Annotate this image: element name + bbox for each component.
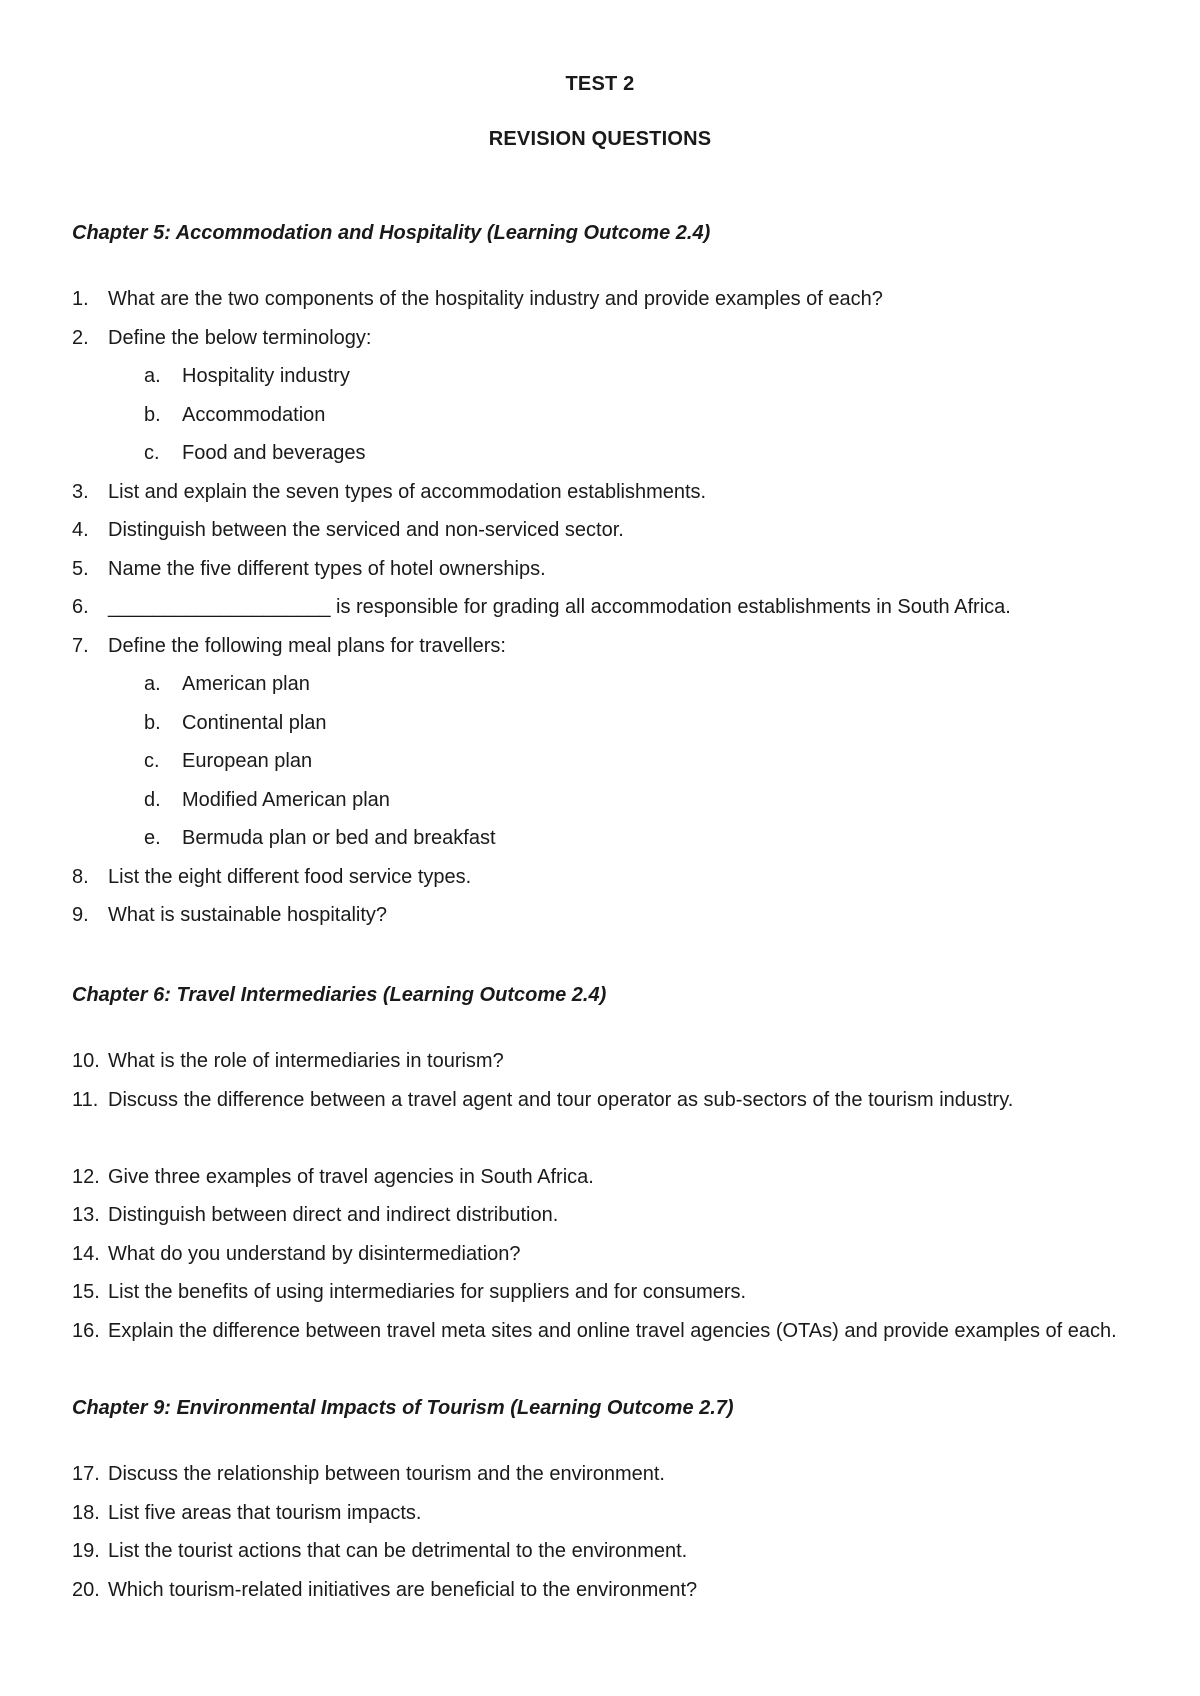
question-item bbox=[72, 473, 1152, 512]
sub-question-text: American plan bbox=[182, 673, 310, 695]
question-text: Define the following meal plans for travellers: bbox=[108, 634, 506, 657]
sub-question-item bbox=[72, 704, 1152, 743]
sub-question-letter: c. bbox=[144, 442, 160, 464]
question-text: What do you understand by disintermediation? bbox=[108, 1242, 521, 1265]
sub-question-text: Hospitality industry bbox=[182, 365, 350, 387]
question-item bbox=[72, 1042, 1152, 1081]
sub-question-item bbox=[72, 434, 1152, 473]
chapter-heading-9: Chapter 9: Environmental Impacts of Tourism (Learning Outcome 2.7) bbox=[72, 1397, 734, 1419]
sub-question-text: Food and beverages bbox=[182, 442, 366, 464]
sub-question-item bbox=[72, 396, 1152, 435]
question-number: 19. bbox=[72, 1540, 100, 1562]
question-text: ____________________ is responsible for grading all accommodation establishments in South Africa. bbox=[108, 596, 1011, 618]
chapter-5-question-list bbox=[72, 280, 1152, 935]
question-text: What is sustainable hospitality? bbox=[108, 904, 388, 926]
question-number: 15. bbox=[72, 1281, 100, 1303]
question-number: 11. bbox=[72, 1088, 99, 1111]
question-number: 20. bbox=[72, 1578, 100, 1601]
question-number: 17. bbox=[72, 1463, 100, 1485]
sub-question-letter: a. bbox=[144, 673, 161, 695]
question-item bbox=[72, 896, 1152, 935]
sub-question-text: Accommodation bbox=[182, 403, 326, 426]
question-text: Give three examples of travel agencies in South Africa. bbox=[108, 1165, 594, 1188]
sub-question-letter: e. bbox=[144, 827, 161, 849]
question-text: List the benefits of using intermediaries for suppliers and for consumers. bbox=[108, 1281, 747, 1303]
question-item bbox=[72, 1455, 1152, 1494]
question-item bbox=[72, 1158, 1152, 1197]
question-item bbox=[72, 1312, 1152, 1389]
question-number: 1. bbox=[72, 288, 89, 310]
question-number: 3. bbox=[72, 480, 89, 503]
question-item bbox=[72, 550, 1152, 589]
question-text: Distinguish between direct and indirect distribution. bbox=[108, 1204, 559, 1226]
question-text: Discuss the difference between a travel agent and tour operator as sub-sectors of the tourism industry. bbox=[108, 1088, 1014, 1111]
sub-question-letter: d. bbox=[144, 788, 161, 811]
sub-question-item bbox=[72, 357, 1152, 396]
question-item bbox=[72, 1494, 1152, 1533]
question-item bbox=[72, 319, 1152, 358]
question-number: 5. bbox=[72, 557, 89, 580]
question-text: List the tourist actions that can be detrimental to the environment. bbox=[108, 1540, 688, 1562]
question-item bbox=[72, 511, 1152, 550]
sub-question-item bbox=[72, 742, 1152, 781]
question-item bbox=[72, 627, 1152, 666]
question-text: What are the two components of the hospitality industry and provide examples of each? bbox=[108, 288, 883, 310]
question-text: Name the five different types of hotel ownerships. bbox=[108, 557, 546, 580]
question-text: Explain the difference between travel meta sites and online travel agencies (OTAs) and provide examples of each. bbox=[108, 1319, 1117, 1342]
question-item bbox=[72, 588, 1152, 627]
question-number: 2. bbox=[72, 326, 89, 349]
chapter-9-question-list bbox=[72, 1455, 1152, 1609]
question-number: 4. bbox=[72, 519, 89, 541]
question-number: 16. bbox=[72, 1319, 100, 1342]
sub-question-letter: b. bbox=[144, 403, 161, 426]
question-number: 14. bbox=[72, 1242, 100, 1265]
chapter-heading-5: Chapter 5: Accommodation and Hospitality (Learning Outcome 2.4) bbox=[72, 222, 711, 244]
sub-question-text: European plan bbox=[182, 750, 313, 772]
question-text: Define the below terminology: bbox=[108, 326, 372, 349]
question-text: List and explain the seven types of accommodation establishments. bbox=[108, 480, 707, 503]
sub-question-letter: a. bbox=[144, 365, 161, 387]
question-item bbox=[72, 1235, 1152, 1274]
question-number: 8. bbox=[72, 865, 89, 888]
question-number: 13. bbox=[72, 1204, 100, 1226]
question-text: What is the role of intermediaries in tourism? bbox=[108, 1050, 504, 1072]
question-item bbox=[72, 1081, 1152, 1158]
question-number: 6. bbox=[72, 596, 89, 618]
document-subtitle: REVISION QUESTIONS bbox=[488, 128, 712, 150]
question-item bbox=[72, 1273, 1152, 1312]
sub-question-item bbox=[72, 781, 1152, 820]
chapter-6-question-list bbox=[72, 1042, 1152, 1389]
sub-question-letter: b. bbox=[144, 711, 161, 734]
question-item bbox=[72, 1571, 1152, 1610]
question-text: List the eight different food service types. bbox=[108, 865, 472, 888]
sub-question-text: Continental plan bbox=[182, 711, 327, 734]
document-title: TEST 2 bbox=[565, 73, 635, 95]
question-number: 12. bbox=[72, 1165, 100, 1188]
question-number: 10. bbox=[72, 1050, 100, 1072]
question-item bbox=[72, 1532, 1152, 1571]
chapter-heading-6: Chapter 6: Travel Intermediaries (Learning Outcome 2.4) bbox=[72, 984, 607, 1006]
sub-question-text: Modified American plan bbox=[182, 788, 390, 811]
sub-question-item bbox=[72, 665, 1152, 704]
question-item bbox=[72, 858, 1152, 897]
question-text: Which tourism-related initiatives are beneficial to the environment? bbox=[108, 1578, 698, 1601]
question-item bbox=[72, 280, 1152, 319]
sub-question-text: Bermuda plan or bed and breakfast bbox=[182, 827, 496, 849]
question-text: List five areas that tourism impacts. bbox=[108, 1501, 422, 1524]
question-number: 18. bbox=[72, 1501, 100, 1524]
question-text: Distinguish between the serviced and non-serviced sector. bbox=[108, 519, 624, 541]
question-text: Discuss the relationship between tourism and the environment. bbox=[108, 1463, 665, 1485]
sub-question-letter: c. bbox=[144, 750, 160, 772]
sub-question-item bbox=[72, 819, 1152, 858]
question-number: 9. bbox=[72, 904, 89, 926]
question-item bbox=[72, 1196, 1152, 1235]
question-number: 7. bbox=[72, 634, 89, 657]
